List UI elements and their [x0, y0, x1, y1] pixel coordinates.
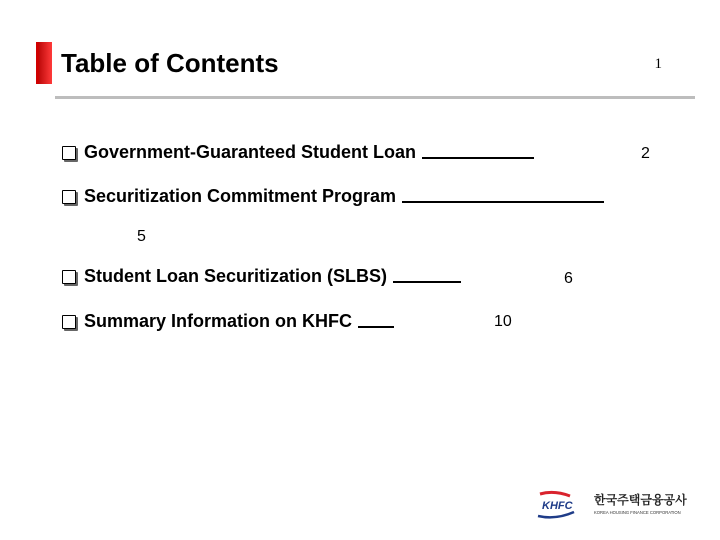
checkbox-bullet-icon [62, 190, 76, 204]
toc-item-label: Government-Guaranteed Student Loan [84, 142, 417, 162]
toc-item-summary-information-khfc[interactable] [62, 311, 394, 332]
title-accent-bar [36, 42, 52, 84]
toc-leader-line [393, 281, 461, 283]
toc-item-label: Securitization Commitment Program [84, 186, 397, 206]
page-number: 1 [654, 56, 662, 72]
checkbox-bullet-icon [62, 315, 76, 329]
title-divider [55, 96, 695, 99]
toc-item-label: Summary Information on KHFC [84, 311, 353, 331]
toc-item-label: Student Loan Securitization (SLBS) [84, 266, 388, 286]
toc-item-page: 2 [641, 145, 650, 162]
logo-english-name: KOREA HOUSING FINANCE CORPORATION [594, 510, 681, 515]
logo-korean-name: 한국주택금융공사 [594, 493, 687, 507]
logo-swoosh-blue [538, 512, 574, 517]
khfc-logo [534, 490, 694, 520]
toc-item-securitization-commitment-program[interactable] [62, 186, 604, 207]
toc-item-page: 5 [137, 228, 146, 245]
toc-leader-line [358, 326, 394, 328]
toc-leader-line [402, 201, 604, 203]
logo-swoosh-red [540, 492, 570, 496]
toc-item-page: 10 [494, 313, 512, 330]
toc-item-page: 6 [564, 270, 573, 287]
logo-mark: KHFC [542, 500, 573, 512]
toc-item-government-guaranteed-student-loan[interactable] [62, 142, 534, 163]
checkbox-bullet-icon [62, 270, 76, 284]
toc-item-student-loan-securitization[interactable] [62, 266, 461, 287]
checkbox-bullet-icon [62, 146, 76, 160]
toc-leader-line [422, 157, 534, 159]
page-title: Table of Contents [61, 48, 279, 78]
